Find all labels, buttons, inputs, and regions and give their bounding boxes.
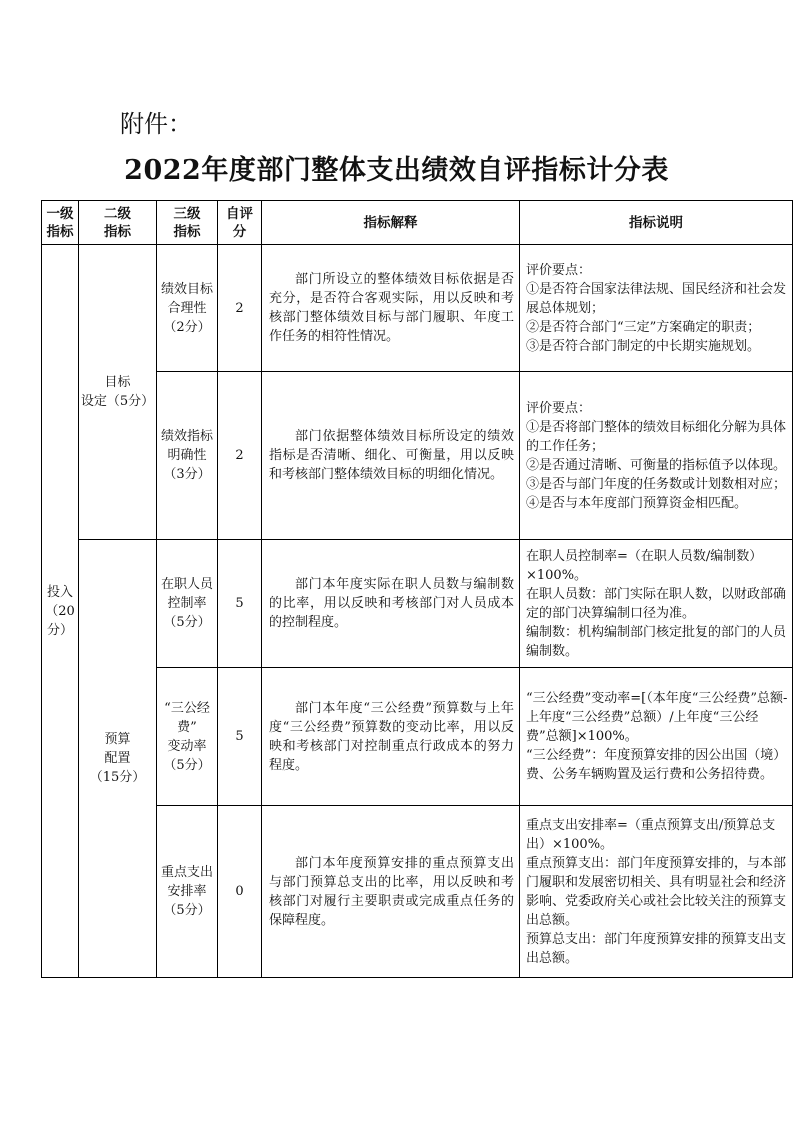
description-line: “三公经费”变动率=[（本年度“三公经费”总额-上年度“三公经费”总额）/上年度“三公经费”总额]×100%。 <box>526 691 788 744</box>
header-level1: 一级 指标 <box>42 201 79 245</box>
description-line: 预算总支出：部门年度预算安排的预算支出支出总额。 <box>526 931 787 966</box>
description-line: 重点预算支出：部门年度预算安排的，与本部门履职和发展密切相关、具有明显社会和经济影响、党委政府关心或社会比较关注的预算支出总额。 <box>526 855 787 928</box>
description-cell <box>520 540 793 668</box>
level3-cell: 绩效目标 合理性 （2分） <box>157 245 218 372</box>
description-line: 重点支出安排率=（重点预算支出/预算总支出）×100%。 <box>526 817 776 852</box>
header-score: 自评 分 <box>218 201 262 245</box>
level3-cell: 重点支出 安排率 （5分） <box>157 806 218 978</box>
explanation-cell: 部门所设立的整体绩效目标依据是否充分，是否符合客观实际，用以反映和考核部门整体绩效目标与部门履职、年度工作任务的相符性情况。 <box>262 245 520 372</box>
description-line: 编制数：机构编制部门核定批复的部门的人员编制数。 <box>526 624 787 659</box>
description-line: ④是否与本年度部门预算资金相匹配。 <box>526 495 748 511</box>
description-line: 在职人员数：部门实际在职人数，以财政部确定的部门决算编制口径为准。 <box>526 586 787 621</box>
table-header-row <box>42 201 793 245</box>
description-cell <box>520 372 793 540</box>
level2-cell: 预算 配置 （15分） <box>79 540 157 978</box>
score-cell: 2 <box>218 372 262 540</box>
description-line: ③是否符合部门制定的中长期实施规划。 <box>526 338 761 354</box>
level3-cell: 绩效指标 明确性 （3分） <box>157 372 218 540</box>
attachment-label: 附件： <box>120 110 192 138</box>
level3-cell: “三公经 费” 变动率 （5分） <box>157 668 218 806</box>
header-level2: 二级 指标 <box>79 201 157 245</box>
level3-cell: 在职人员 控制率 （5分） <box>157 540 218 668</box>
level1-cell: 投入 （20 分） <box>42 245 79 978</box>
description-line: ②是否符合部门“三定”方案确定的职责； <box>526 319 761 335</box>
page-title: 2022年度部门整体支出绩效自评指标计分表 <box>124 155 669 186</box>
explanation-cell: 部门本年度实际在职人员数与编制数的比率，用以反映和考核部门对人员成本的控制程度。 <box>262 540 520 668</box>
header-level3: 三级 指标 <box>157 201 218 245</box>
description-line: 评价要点： <box>526 262 592 278</box>
score-cell: 5 <box>218 668 262 806</box>
score-cell: 2 <box>218 245 262 372</box>
score-cell: 0 <box>218 806 262 978</box>
score-table <box>41 200 793 978</box>
description-line: ①是否符合国家法律法规、国民经济和社会发展总体规划； <box>526 281 787 316</box>
description-line: “三公经费”：年度预算安排的因公出国（境）费、公务车辆购置及运行费和公务招待费。 <box>526 748 787 782</box>
table-row <box>42 540 793 668</box>
explanation-cell: 部门本年度“三公经费”预算数与上年度“三公经费”预算数的变动比率，用以反映和考核部门对控制重点行政成本的努力程度。 <box>262 668 520 806</box>
description-line: 在职人员控制率=（在职人员数/编制数）×100%。 <box>526 548 763 583</box>
table-row <box>42 245 793 372</box>
description-cell <box>520 245 793 372</box>
score-cell: 5 <box>218 540 262 668</box>
explanation-cell: 部门本年度预算安排的重点预算支出与部门预算总支出的比率，用以反映和考核部门对履行主要职责或完成重点任务的保障程度。 <box>262 806 520 978</box>
description-line: ①是否将部门整体的绩效目标细化分解为具体的工作任务； <box>526 419 787 454</box>
description-line: ③是否与部门年度的任务数或计划数相对应； <box>526 476 787 492</box>
description-cell <box>520 806 793 978</box>
explanation-cell: 部门依据整体绩效目标所设定的绩效指标是否清晰、细化、可衡量，用以反映和考核部门整体绩效目标的明细化情况。 <box>262 372 520 540</box>
description-cell <box>520 668 793 806</box>
header-explanation: 指标解释 <box>262 201 520 245</box>
description-line: ②是否通过清晰、可衡量的指标值予以体现。 <box>526 457 787 473</box>
description-line: 评价要点： <box>526 400 592 416</box>
level2-cell: 目标 设定（5分） <box>79 245 157 540</box>
header-description: 指标说明 <box>520 201 793 245</box>
